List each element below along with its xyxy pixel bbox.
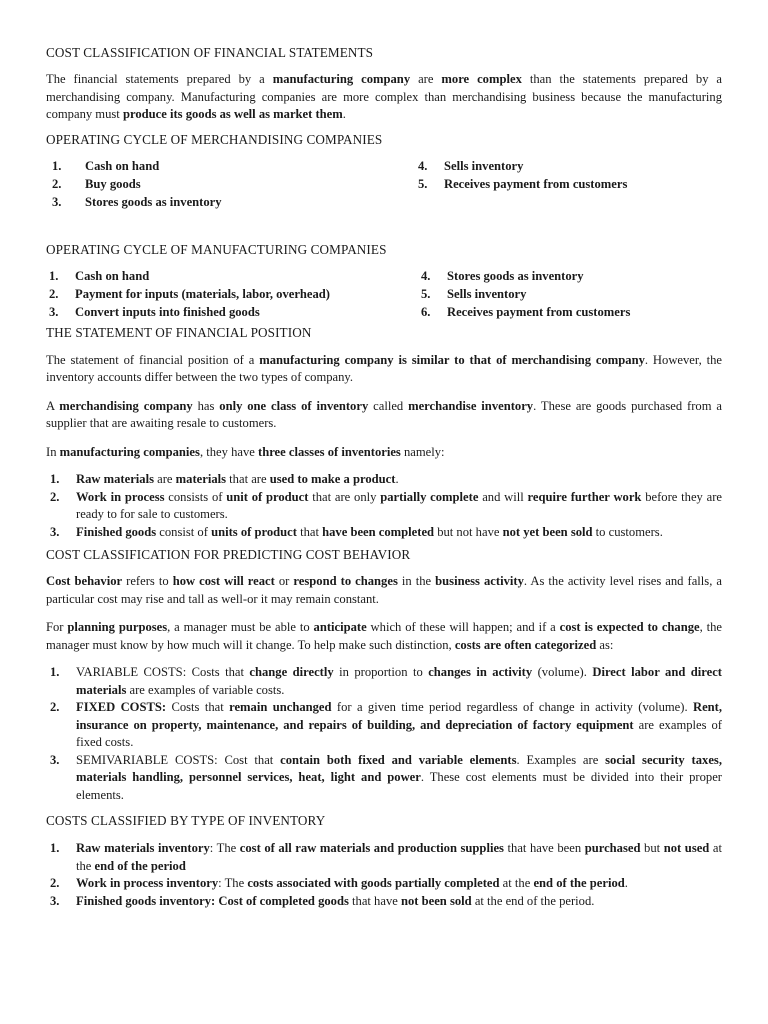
text-run: called (368, 398, 409, 413)
manufacturing-cycle-list (46, 267, 722, 321)
bold-text-run: not used (663, 841, 710, 855)
list-number: 1. (50, 841, 60, 855)
bold-text-run: manufacturing companies (59, 444, 200, 459)
text-run: has (192, 398, 220, 413)
bold-text-run: require further work (527, 489, 642, 504)
bold-text-run: unit of product (226, 489, 309, 504)
text-run: . (395, 472, 399, 486)
list-text (76, 875, 722, 893)
step-label: Sells inventory (444, 158, 524, 173)
text-run: and will (478, 489, 528, 504)
list-item (46, 524, 722, 542)
bold-text-run: materials (175, 472, 227, 486)
list-item (46, 489, 722, 524)
text-run: The statement of financial position of a (46, 352, 260, 367)
bold-text-run: only one class of inventory (219, 398, 369, 413)
text-run: refers to (122, 574, 173, 588)
cycle-step (421, 303, 722, 321)
cycle-step (418, 157, 722, 175)
text-run: For (46, 620, 68, 634)
list-number: 1. (50, 472, 60, 486)
text-run: : Costs that (182, 665, 250, 679)
text-run: but (640, 841, 664, 855)
bold-text-run: business activity (435, 574, 524, 588)
bold-text-run: Finished goods inventory: Cost of completed goods (76, 893, 349, 908)
bold-text-run: units of product (211, 524, 297, 539)
bold-text-run: changes in activity (428, 665, 533, 679)
behavior-paragraph-1 (46, 573, 722, 608)
heading-financial-statements: COST CLASSIFICATION OF FINANCIAL STATEMENTS (46, 45, 374, 60)
text-run: . However, the inventory accounts differ between the two types of company. (46, 352, 722, 384)
text-run: that are (226, 472, 270, 486)
bold-text-run: cost is expected to change (559, 620, 700, 634)
bold-text-run: planning purposes (67, 620, 168, 634)
bold-text-run: FIXED COSTS: (76, 700, 167, 714)
text-run: . These are goods purchased from a supplier that are awaiting resale to customers. (46, 398, 722, 430)
merchandising-cycle-list (46, 157, 722, 211)
bold-text-run: Cost behavior (46, 574, 123, 588)
bold-text-run: Work in process inventory (76, 876, 219, 890)
bold-text-run: costs associated with goods partially completed (247, 876, 500, 890)
bold-text-run: Finished goods (76, 524, 157, 539)
heading-merchandising-cycle: OPERATING CYCLE OF MERCHANDISING COMPANIES (46, 131, 383, 147)
text-run: at the (76, 841, 722, 873)
bold-text-run: cost of all raw materials and production supplies (239, 841, 504, 855)
bold-text-run: how cost will react (172, 574, 275, 588)
text-run: but not have (434, 524, 503, 539)
step-number: 4. (421, 268, 431, 283)
step-number: 3. (52, 194, 62, 209)
text-run: that are only (308, 489, 381, 504)
text-run: for a given time period regardless of change in activity (volume). (331, 700, 693, 714)
bold-text-run: more complex (441, 72, 522, 86)
bold-text-run: Direct labor and direct materials (76, 665, 723, 697)
bold-text-run: three classes of inventories (258, 444, 401, 459)
list-item (46, 875, 722, 893)
list-text (76, 471, 722, 489)
position-paragraph-3 (46, 444, 722, 462)
heading-inventory-type: COSTS CLASSIFIED BY TYPE OF INVENTORY (46, 813, 326, 828)
text-run: SEMIVARIABLE COSTS: Cost that (76, 752, 281, 767)
text-run: to customers. (592, 524, 663, 539)
text-run: at the end of the period. (471, 893, 595, 908)
heading-manufacturing-cycle: OPERATING CYCLE OF MANUFACTURING COMPANIES (46, 241, 387, 257)
text-run: The financial statements prepared by a (46, 72, 273, 86)
list-number: 3. (50, 893, 60, 908)
manufacturing-steps-left (46, 267, 421, 321)
step-number: 2. (52, 176, 62, 191)
list-item (46, 699, 722, 752)
step-label: Stores goods as inventory (85, 194, 222, 209)
text-run: A (46, 398, 60, 413)
text-run: . (624, 876, 628, 890)
list-item (46, 664, 722, 699)
bold-text-run: produce its goods as well as market them (122, 107, 343, 121)
bold-text-run: end of the period (94, 858, 186, 873)
bold-text-run: respond to changes (293, 574, 398, 588)
merchandising-steps-right (418, 157, 722, 211)
inventory-classes-list (46, 471, 722, 541)
text-run: . These cost elements must be divided into their proper elements. (76, 770, 722, 802)
cycle-step (46, 175, 418, 193)
bold-text-run: merchandise inventory (408, 398, 534, 413)
bold-text-run: change directly (249, 665, 334, 679)
text-run: : The (209, 841, 240, 855)
text-run: that have been (503, 841, 585, 855)
list-number: 2. (50, 700, 60, 714)
bold-text-run: costs are often categorized (454, 637, 597, 652)
text-run: , a manager must be able to (167, 620, 314, 634)
list-number: 3. (50, 524, 60, 539)
bold-text-run: not yet been sold (502, 524, 593, 539)
list-number: 3. (50, 752, 60, 767)
bold-text-run: Work in process (76, 489, 165, 504)
text-run: consist of (156, 524, 212, 539)
text-run: VARIABLE COSTS (76, 665, 183, 679)
bold-text-run: Rent, insurance on property, maintenance, and repairs of building, and depreciation of factory equipment (76, 700, 723, 732)
bold-text-run: remain unchanged (229, 700, 332, 714)
step-number: 1. (52, 158, 62, 173)
list-text (76, 840, 722, 875)
text-run: namely: (400, 444, 445, 459)
position-paragraph-2 (46, 398, 722, 433)
list-item (46, 893, 722, 911)
text-run: . (342, 107, 346, 121)
step-label: Cash on hand (85, 158, 160, 173)
bold-text-run: used to make a product (269, 472, 396, 486)
text-run: . Examples are (516, 752, 606, 767)
text-run: (volume). (532, 665, 593, 679)
list-text (76, 489, 722, 524)
bold-text-run: contain both fixed and variable elements (280, 752, 517, 767)
cycle-step (418, 175, 722, 193)
step-number: 5. (421, 286, 431, 301)
heading-financial-position: THE STATEMENT OF FINANCIAL POSITION (46, 324, 312, 340)
cost-types-list (46, 664, 722, 804)
step-label: Receives payment from customers (447, 304, 631, 319)
merchandising-steps-left (46, 157, 418, 211)
bold-text-run: anticipate (313, 620, 367, 634)
text-run: that (296, 524, 323, 539)
list-item (46, 471, 722, 489)
inventory-types-list (46, 840, 722, 910)
text-run: are (410, 72, 442, 86)
list-text (76, 752, 722, 805)
text-run: before they are ready to for sale to customers. (76, 489, 723, 521)
cycle-step (49, 285, 421, 303)
list-text (76, 893, 722, 911)
step-number: 3. (49, 304, 59, 319)
step-label: Buy goods (85, 176, 141, 191)
text-run: or (274, 574, 294, 588)
text-run: that have (348, 893, 401, 908)
text-run: as: (596, 637, 614, 652)
manufacturing-steps-right (421, 267, 722, 321)
text-run: in proportion to (333, 665, 429, 679)
step-label: Payment for inputs (materials, labor, overhead) (75, 286, 331, 301)
text-run: , they have (199, 444, 258, 459)
position-paragraph-1 (46, 352, 722, 387)
behavior-paragraph-2 (46, 619, 722, 654)
list-number: 1. (50, 665, 60, 679)
step-number: 4. (418, 158, 428, 173)
step-label: Stores goods as inventory (447, 268, 584, 283)
step-label: Receives payment from customers (444, 176, 628, 191)
bold-text-run: manufacturing company is similar to that of merchandising company (259, 352, 645, 367)
text-run: are (154, 472, 176, 486)
bold-text-run: Raw materials inventory (76, 841, 210, 855)
list-text (76, 664, 722, 699)
cycle-step (46, 157, 418, 175)
text-run: are examples of fixed costs. (76, 717, 722, 749)
cycle-step (421, 267, 722, 285)
text-run: Costs that (166, 700, 230, 714)
bold-text-run: partially complete (380, 489, 479, 504)
text-run: which of these will happen; and if a (366, 620, 560, 634)
list-item (46, 752, 722, 805)
bold-text-run: end of the period (533, 876, 625, 890)
cycle-step (49, 267, 421, 285)
bold-text-run: manufacturing company (272, 72, 411, 86)
text-run: , the manager must know by how much will it change. To help make such distinction, (46, 620, 723, 652)
text-run: in the (397, 574, 436, 588)
cycle-step (49, 303, 421, 321)
text-run: than the statements prepared by a merchandising company. Manufacturing companies are more complex than merchandising business because the manufacturing company must (46, 72, 723, 121)
step-number: 1. (49, 268, 59, 283)
bold-text-run: not been sold (400, 893, 472, 908)
step-number: 6. (421, 304, 431, 319)
intro-paragraph (46, 71, 722, 124)
step-number: 2. (49, 286, 59, 301)
step-label: Cash on hand (75, 268, 150, 283)
bold-text-run: merchandising company (59, 398, 193, 413)
document-page (46, 44, 722, 910)
text-run: . As the activity level rises and falls, a particular cost may rise and tall as well-or it may remain constant. (46, 574, 722, 606)
bold-text-run: social security taxes, materials handling, personnel services, heat, light and power (76, 752, 722, 784)
text-run: at the (499, 876, 534, 890)
cycle-step (46, 193, 418, 211)
list-item (46, 840, 722, 875)
list-text (76, 699, 722, 752)
list-number: 2. (50, 876, 60, 890)
text-run: : The (218, 876, 248, 890)
text-run: are examples of variable costs. (126, 682, 285, 697)
heading-cost-behavior: COST CLASSIFICATION FOR PREDICTING COST BEHAVIOR (46, 547, 411, 562)
step-number: 5. (418, 176, 428, 191)
step-label: Convert inputs into finished goods (75, 304, 260, 319)
bold-text-run: Raw materials (76, 472, 154, 486)
bold-text-run: have been completed (322, 524, 435, 539)
cycle-step (421, 285, 722, 303)
text-run: In (46, 444, 60, 459)
list-number: 2. (50, 489, 60, 504)
list-text (76, 524, 722, 542)
text-run: consists of (164, 489, 227, 504)
step-label: Sells inventory (447, 286, 527, 301)
bold-text-run: purchased (584, 841, 641, 855)
